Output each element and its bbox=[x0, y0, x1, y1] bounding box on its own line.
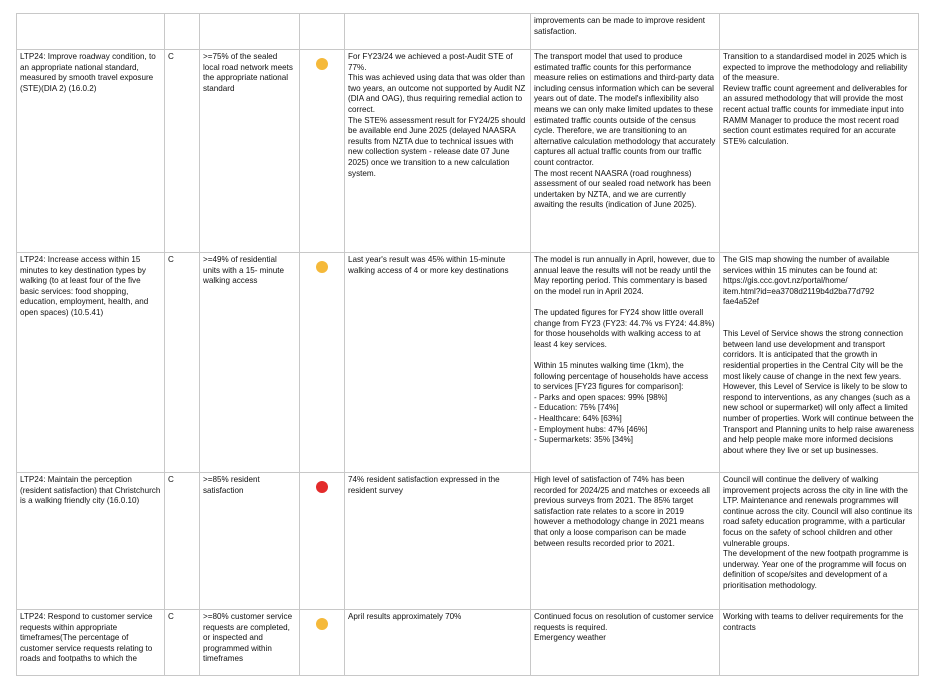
category-cell bbox=[165, 253, 200, 473]
commentary-cell bbox=[531, 14, 720, 50]
result-cell bbox=[345, 253, 531, 473]
commentary-cell bbox=[531, 50, 720, 253]
commentary-text: The transport model that used to produce estimated traffic counts for this performance measure relies on estimations and third-party data including census information which can be several years out of date. The model's inflexibility also means we can only make limited updates to these estimated traffic counts outside of the census cycle. Therefore, we are transitioning to an alternative calculation methodology that accurately captures all actual traffic counts from our traffic count contractor. The most recent NAASRA (road roughness) assessment of our sealed road network has been undertaken by NZTA, and we are currently awaiting the results (indication of June 2025). bbox=[534, 52, 716, 210]
action-cell bbox=[720, 610, 919, 676]
performance-measures-table bbox=[16, 13, 919, 676]
status-indicator-amber bbox=[316, 618, 328, 630]
commentary-text: improvements can be made to improve resident satisfaction. bbox=[534, 16, 705, 36]
result-cell bbox=[345, 610, 531, 676]
status-indicator-red bbox=[316, 481, 328, 493]
action-cell bbox=[720, 473, 919, 610]
target-text: >=80% customer service requests are completed, or inspected and programmed within timeframes bbox=[203, 612, 293, 664]
result-text: April results approximately 70% bbox=[348, 612, 462, 621]
status-cell bbox=[300, 610, 345, 676]
table-row bbox=[17, 50, 919, 253]
target-text: >=75% of the sealed local road network meets the appropriate national standard bbox=[203, 52, 293, 93]
target-cell bbox=[200, 473, 300, 610]
category-text: C bbox=[168, 475, 174, 484]
status-cell bbox=[300, 14, 345, 50]
category-cell bbox=[165, 50, 200, 253]
category-cell bbox=[165, 14, 200, 50]
measure-text: LTP24: Improve roadway condition, to an appropriate national standard, measured by smooth travel exposure (STE)(DIA 2) (16.0.2) bbox=[20, 52, 156, 93]
result-text: Last year's result was 45% within 15-minute walking access of 4 or more key destinations bbox=[348, 255, 509, 275]
target-cell bbox=[200, 14, 300, 50]
action-cell bbox=[720, 50, 919, 253]
status-indicator-amber bbox=[316, 261, 328, 273]
measure-text: LTP24: Maintain the perception (resident satisfaction) that Christchurch is a walking friendly city (16.0.10) bbox=[20, 475, 161, 506]
action-cell bbox=[720, 253, 919, 473]
category-cell bbox=[165, 610, 200, 676]
action-text: Working with teams to deliver requirements for the contracts bbox=[723, 612, 904, 632]
table-row bbox=[17, 14, 919, 50]
commentary-cell bbox=[531, 253, 720, 473]
status-indicator-amber bbox=[316, 58, 328, 70]
action-cell bbox=[720, 14, 919, 50]
measure-cell bbox=[17, 50, 165, 253]
result-text: For FY23/24 we achieved a post-Audit STE of 77%. This was achieved using data that was older than two years, an outcome not supported by Audit NZ (DIA and OAG), thus requiring remedial action to correct. The STE% assessment result for FY24/25 should be available end June 2025 (delayed NAASRA results from NZTA due to technical issues with new collection system - release date 07 June 2025) once we transition to a new calculation system. bbox=[348, 52, 526, 178]
table-row bbox=[17, 610, 919, 676]
commentary-cell bbox=[531, 610, 720, 676]
category-cell bbox=[165, 473, 200, 610]
status-cell bbox=[300, 253, 345, 473]
result-text: 74% resident satisfaction expressed in the resident survey bbox=[348, 475, 500, 495]
measure-cell bbox=[17, 253, 165, 473]
commentary-paragraph: The model is run annually in April, however, due to annual leave the results will not be ready until the May reporting period. This commentary is based on the model run in April 2024. bbox=[534, 255, 715, 296]
commentary-paragraph: The updated figures for FY24 show little overall change from FY23 (FY23: 44.7% vs FY24: 44.8%) for those households with walking access to at least 4 key services. bbox=[534, 307, 715, 349]
result-cell bbox=[345, 14, 531, 50]
action-paragraph: This Level of Service shows the strong connection between land use development and transport corridors. It is anticipated that the growth in residential properties in the Central City will be the most likely cause of change in the next few years. However, this Level of Service is likely to be slow to respond to interventions, as any changes (such as a new school or supermarket) will only affect a limited number of properties. Work will continue between the Transport and Planning units to help raise awareness and help people make more informed decisions about where they live or set up businesses. bbox=[723, 329, 914, 455]
table-row bbox=[17, 473, 919, 610]
measure-cell bbox=[17, 473, 165, 610]
measure-text: LTP24: Increase access within 15 minutes to key destination types by walking (to at least four of the five basic services: food shopping, education, employment, health, and open spaces) (10.5.41) bbox=[20, 255, 149, 317]
commentary-text: High level of satisfaction of 74% has been recorded for 2024/25 and matches or exceeds all previous surveys from 2021. The 85% target satisfaction rate relates to a score in 2019 however a methodology change in 2021 means that only a loose comparison can be made between results recorded prior to 2021. bbox=[534, 475, 710, 548]
target-text: >=85% resident satisfaction bbox=[203, 475, 260, 495]
measure-text: LTP24: Respond to customer service requests within appropriate timeframes(The percentage of customer service requests relating to roads and footpaths to which the bbox=[20, 612, 153, 664]
target-cell bbox=[200, 50, 300, 253]
action-text: Transition to a standardised model in 2025 which is expected to improve the methodology and reliability of the measure. Review traffic count agreement and deliverables for an assured methodology that will provide the most recent actual traffic counts for immediate input into RAMM Manager to produce the most recent road section count estimates required for an accurate STE% calculation. bbox=[723, 52, 908, 146]
category-text: C bbox=[168, 255, 174, 264]
action-text: Council will continue the delivery of walking improvement projects across the city in line with the LTP. Maintenance and renewals programmes will continue across the city. Council will also continue its road safety education programme, with a particular focus on the safety of school children and other vulnerable groups. The development of the new footpath programme is underway. Year one of the programme will focus on definition of scope/sites and development of a prioritisation methodology. bbox=[723, 475, 913, 590]
status-cell bbox=[300, 473, 345, 610]
table-row bbox=[17, 253, 919, 473]
target-text: >=49% of residential units with a 15- minute walking access bbox=[203, 255, 284, 286]
result-cell bbox=[345, 50, 531, 253]
category-text: C bbox=[168, 52, 174, 61]
target-cell bbox=[200, 253, 300, 473]
commentary-text: Continued focus on resolution of customer service requests is required. Emergency weather bbox=[534, 612, 714, 643]
category-text: C bbox=[168, 612, 174, 621]
gis-map-link[interactable]: The GIS map showing the number of available services within 15 minutes can be found at: https://gis.ccc.govt.nz/portal/home/ item.html?id=ea3708d2119b4d2ba77d792 fae4a52ef bbox=[723, 255, 890, 307]
measure-cell bbox=[17, 610, 165, 676]
status-cell bbox=[300, 50, 345, 253]
commentary-service-list: Within 15 minutes walking time (1km), the following percentage of households have access to services [FY23 figures for comparison]: - Parks and open spaces: 99% [98%] - Education: 75% [74%] - Healthcare: 64% [63%] - Employment hubs: 47% [46%] - Supermarkets: 35% [34%] bbox=[534, 360, 709, 445]
commentary-cell bbox=[531, 473, 720, 610]
target-cell bbox=[200, 610, 300, 676]
measure-cell bbox=[17, 14, 165, 50]
result-cell bbox=[345, 473, 531, 610]
